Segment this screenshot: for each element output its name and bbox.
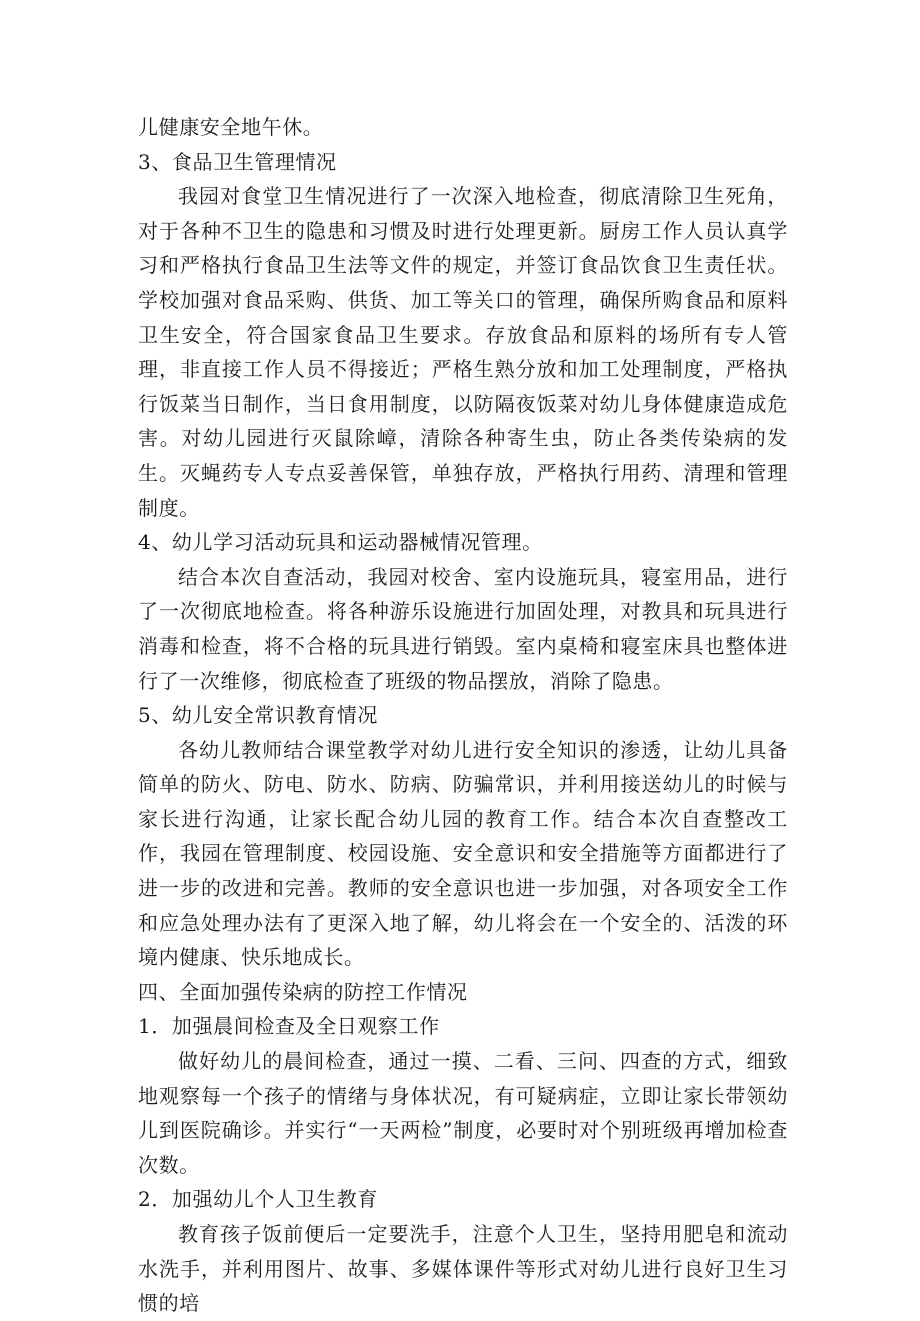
section-heading-disease-control: 四、全面加强传染病的防控工作情况 [138,979,468,1004]
paragraph-personal-hygiene: 教育孩子饭前便后一定要洗手，注意个人卫生，坚持用肥皂和流动水洗手，并利用图片、故事、多媒体课件等形式对幼儿进行良好卫生习惯的培 [138,1222,788,1316]
section-heading-food-hygiene: 3、食品卫生管理情况 [138,149,337,174]
paragraph-food-hygiene: 我园对食堂卫生情况进行了一次深入地检查，彻底清除卫生死角，对于各种不卫生的隐患和习惯及时进行处理更新。厨房工作人员认真学习和严格执行食品卫生法等文件的规定，并签订食品饮食卫生责任状。学校加强对食品采购、供货、加工等关口的管理，确保所购食品和原料卫生安全，符合国家食品卫生要求。存放食品和原料的场所有专人管理，非直接工作人员不得接近；严格生熟分放和加工处理制度，严格执行饭菜当日制作，当日食用制度，以防隔夜饭菜对幼儿身体健康造成危害。对幼儿园进行灭鼠除嶂，清除各种寄生虫，防止各类传染病的发生。灭蝇药专人专点妥善保管，单独存放，严格执行用药、清理和管理制度。 [138,184,788,520]
subsection-heading-personal-hygiene: 2．加强幼儿个人卫生教育 [138,1187,378,1212]
paragraph-continuation: 儿健康安全地午休。 [138,115,324,139]
paragraph-toys-equipment: 结合本次自查活动，我园对校舍、室内设施玩具，寝室用品，进行了一次彻底地检查。将各种游乐设施进行加固处理，对教具和玩具进行消毒和检查，将不合格的玩具进行销毁。室内桌椅和寝室床具也整体进行了一次维修，彻底检查了班级的物品摆放，消除了隐患。 [138,564,788,693]
paragraph-safety-education: 各幼儿教师结合课堂教学对幼儿进行安全知识的渗透，让幼儿具备简单的防火、防电、防水、防病、防骗常识，并利用接送幼儿的时候与家长进行沟通，让家长配合幼儿园的教育工作。结合本次自查整改工作，我园在管理制度、校园设施、安全意识和安全措施等方面都进行了进一步的改进和完善。教师的安全意识也进一步加强，对各项安全工作和应急处理办法有了更深入地了解，幼儿将会在一个安全的、活泼的环境内健康、快乐地成长。 [138,737,788,970]
subsection-heading-morning-check: 1．加强晨间检查及全日观察工作 [138,1014,440,1039]
document-body [138,110,788,1321]
section-heading-toys-equipment: 4、幼儿学习活动玩具和运动器械情况管理。 [138,530,543,555]
section-heading-safety-education: 5、幼儿安全常识教育情况 [138,703,378,728]
paragraph-morning-check: 做好幼儿的晨间检查，通过一摸、二看、三问、四查的方式，细致地观察每一个孩子的情绪与身体状况，有可疑病症，立即让家长带领幼儿到医院确诊。并实行“一天两检”制度，必要时对个别班级再增加检查次数。 [138,1049,788,1177]
